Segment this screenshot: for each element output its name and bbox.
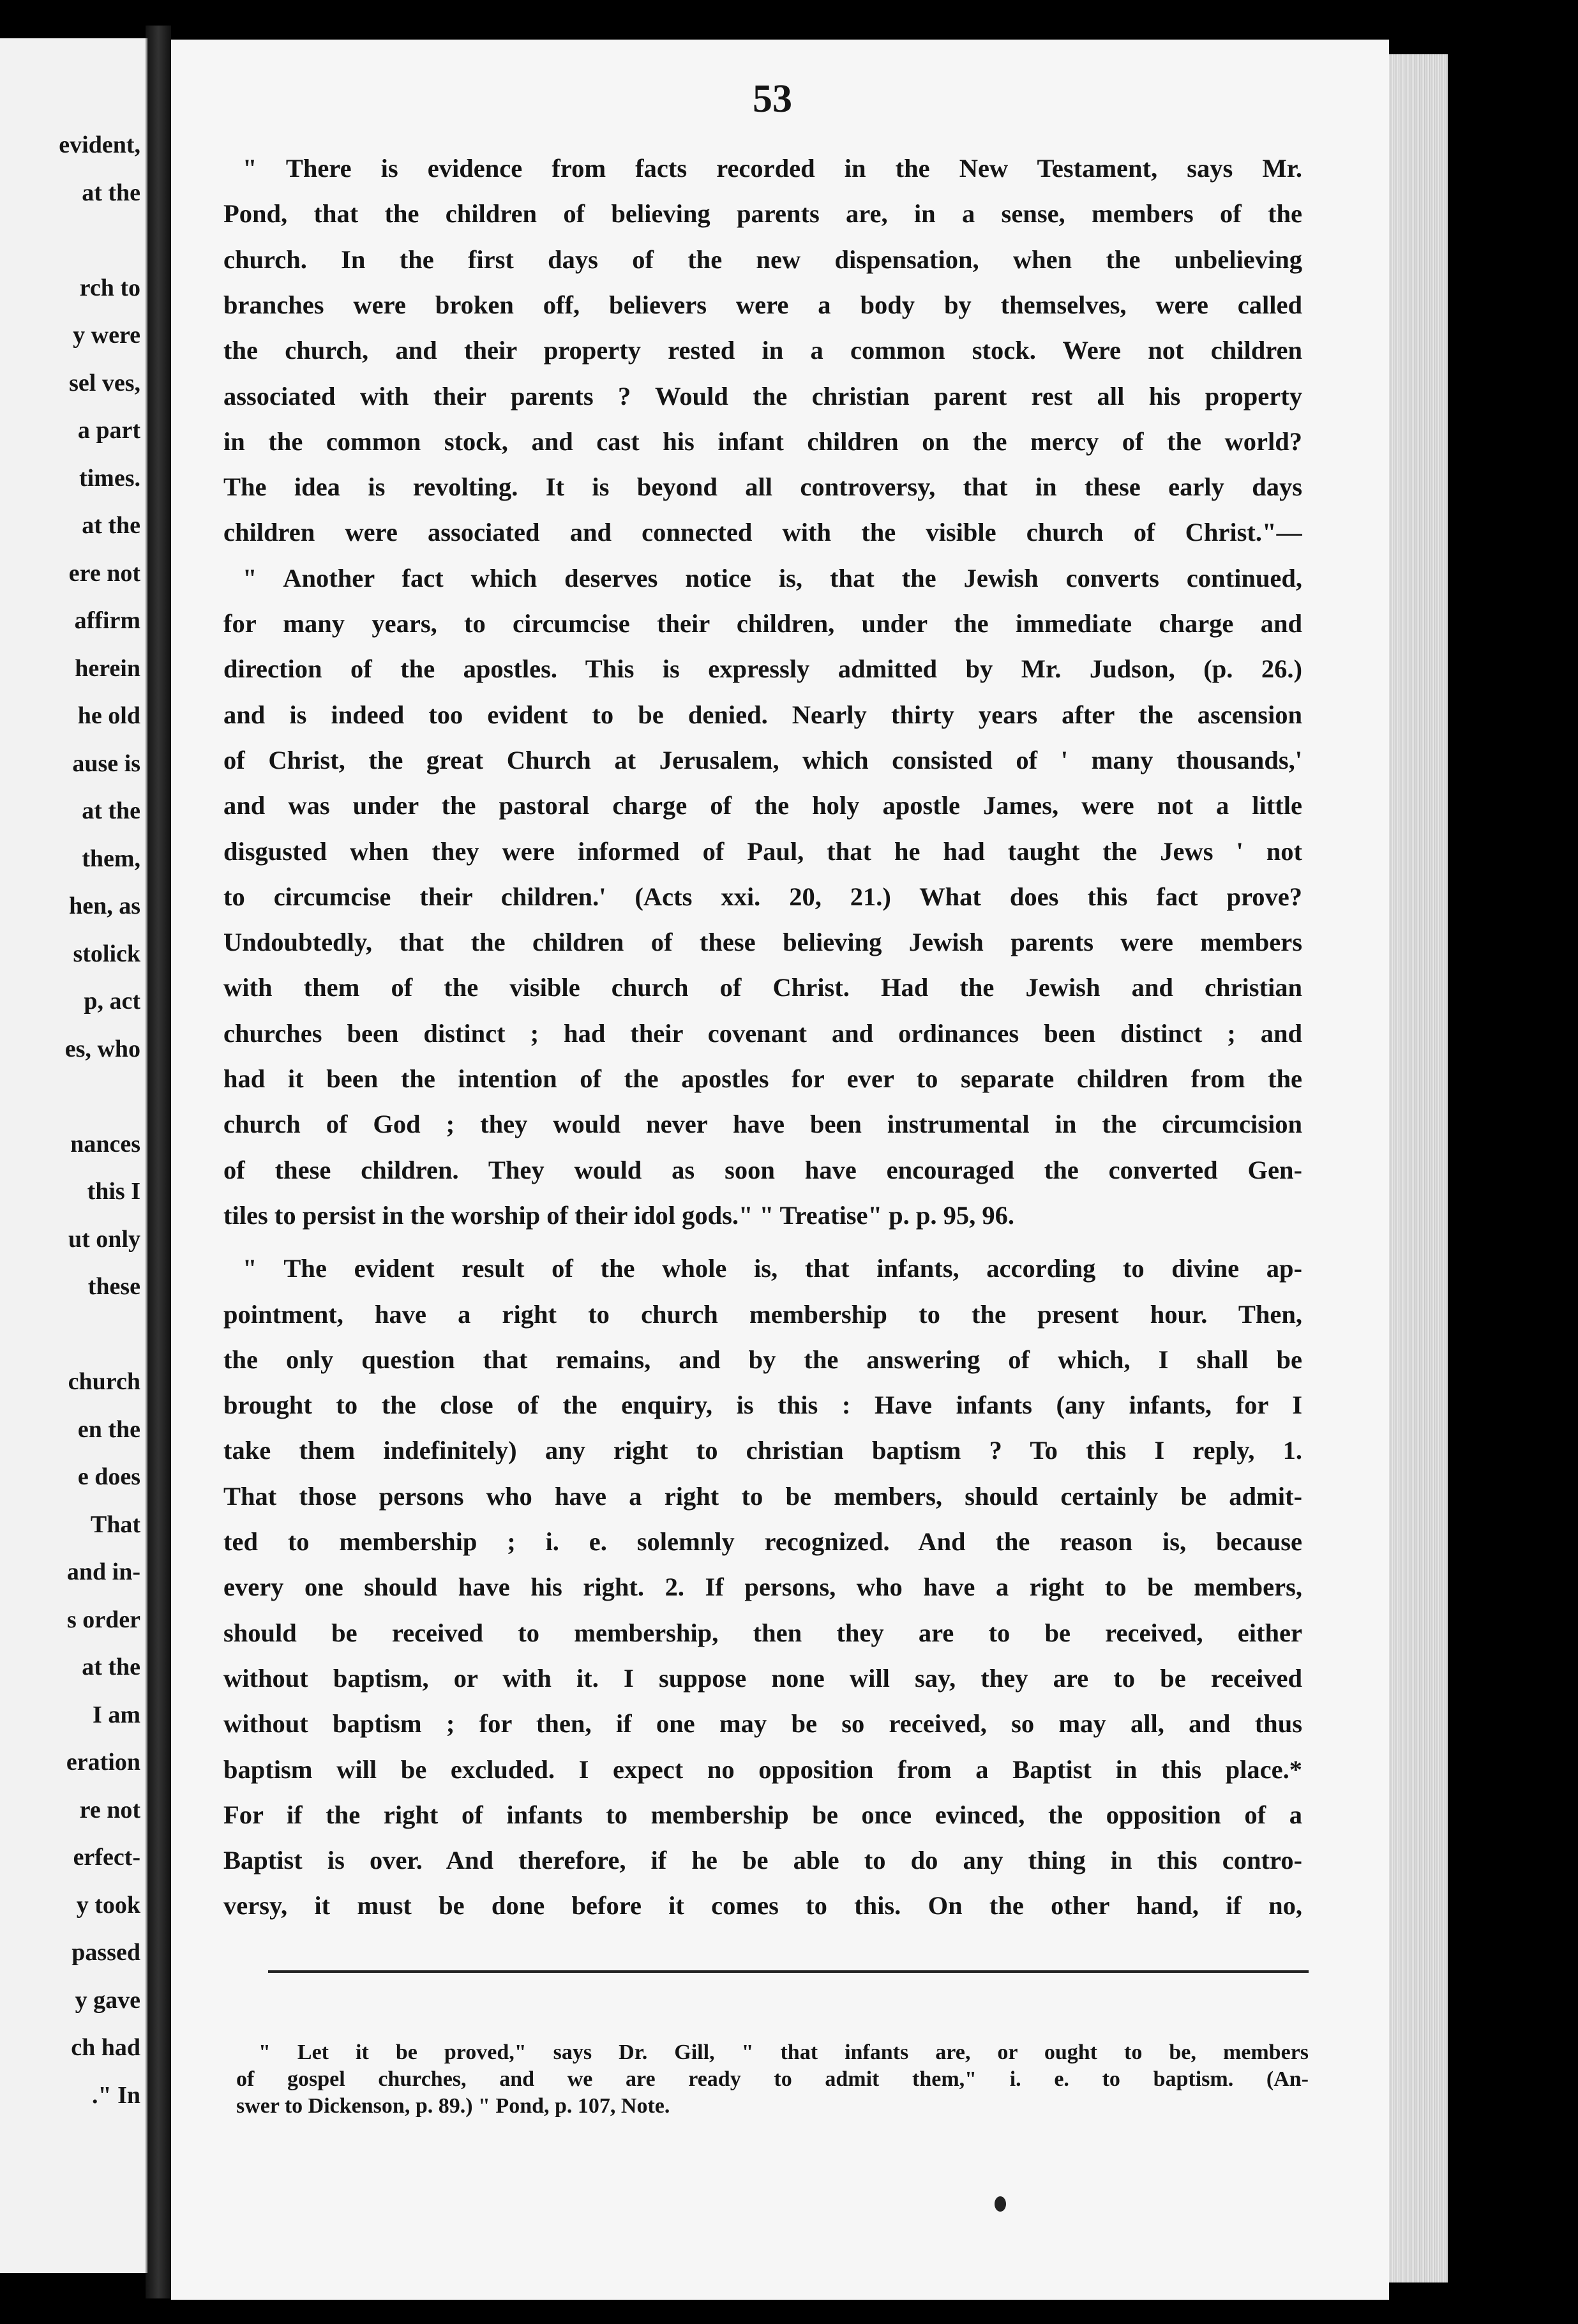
text-line: every one should have his right. 2. If persons, who have a right to be members, [223, 1573, 1302, 1602]
left-page-line: at the [82, 179, 140, 206]
left-page-line: hen, as [69, 893, 140, 919]
text-line: for many years, to circumcise their children, under the immediate charge and [223, 609, 1302, 638]
text-line: baptism will be excluded. I expect no opposition from a Baptist in this place.* [223, 1754, 1302, 1784]
left-page-line: times. [79, 464, 140, 492]
left-page-line: ch had [71, 2034, 140, 2061]
text-line: of these children. They would as soon have encouraged the converted Gen- [223, 1155, 1302, 1184]
left-page-line: That [90, 1511, 140, 1538]
text-line: and was under the pastoral charge of the holy apostle James, were not a little [223, 791, 1302, 820]
left-page-line: y took [76, 1891, 140, 1919]
text-line: branches were broken off, believers were a body by themselves, were called [223, 290, 1302, 319]
text-line: the church, and their property rested in a common stock. Were not children [223, 336, 1302, 365]
text-line: associated with their parents ? Would the christian parent rest all his property [223, 381, 1302, 411]
text-line: ted to membership ; i. e. solemnly recognized. And the reason is, because [223, 1527, 1302, 1556]
text-line: of Christ, the great Church at Jerusalem, which consisted of ' many thousands,' [223, 745, 1302, 774]
text-line: " The evident result of the whole is, that infants, according to divine ap- [243, 1254, 1302, 1283]
text-line: Pond, that the children of believing parents are, in a sense, members of the [223, 199, 1302, 229]
text-line: Baptist is over. And therefore, if he be able to do any thing in this contro- [223, 1846, 1302, 1875]
left-page-line: a part [77, 417, 140, 444]
left-page-line: re not [79, 1796, 140, 1823]
text-line: to circumcise their children.' (Acts xxi. 20, 21.) What does this fact prove? [223, 882, 1302, 911]
left-page-line: eration [66, 1749, 140, 1776]
left-page-line: erfect- [73, 1844, 140, 1871]
text-line: without baptism, or with it. I suppose none will say, they are to be received [223, 1663, 1302, 1693]
text-line: take them indefinitely) any right to christian baptism ? To this I reply, 1. [223, 1436, 1302, 1465]
left-page-line: ut only [68, 1225, 140, 1253]
text-line: For if the right of infants to membership be once evinced, the opposition of a [223, 1800, 1302, 1829]
text-line: children were associated and connected with the visible church of Christ."— [223, 518, 1302, 547]
left-page-line: herein [75, 654, 140, 682]
left-page-line: church [68, 1368, 140, 1395]
footnote-line: " Let it be proved," says Dr. Gill, " that infants are, or ought to be, members [259, 2041, 1309, 2064]
text-line: in the common stock, and cast his infant children on the mercy of the world? [223, 426, 1302, 456]
left-page-line: affirm [74, 607, 140, 634]
text-line: had it been the intention of the apostles for ever to separate children from the [223, 1064, 1302, 1093]
footnote-line: of gospel churches, and we are ready to admit them," i. e. to baptism. (An- [236, 2067, 1309, 2091]
left-page-line: he old [77, 702, 140, 729]
left-page-line: nances [70, 1130, 140, 1158]
page-number: 53 [753, 77, 792, 121]
text-line: the only question that remains, and by the answering of which, I shall be [223, 1345, 1302, 1374]
left-page-line: passed [71, 1939, 140, 1966]
left-page-line: I am [93, 1701, 140, 1728]
page-edges [1389, 54, 1448, 2282]
text-line: direction of the apostles. This is expressly admitted by Mr. Judson, (p. 26.) [223, 654, 1302, 684]
text-line: " Another fact which deserves notice is, that the Jewish converts continued, [243, 563, 1302, 592]
text-line: versy, it must be done before it comes to this. On the other hand, if no, [223, 1891, 1302, 1920]
footnote-line: swer to Dickenson, p. 89.) " Pond, p. 107, Note. [236, 2094, 670, 2118]
left-page-line: en the [77, 1415, 140, 1443]
text-line: church. In the first days of the new dispensation, when the unbelieving [223, 245, 1302, 274]
text-line: without baptism ; for then, if one may be so received, so may all, and thus [223, 1709, 1302, 1739]
left-page-line: stolick [73, 940, 140, 967]
left-page-line: ." In [91, 2081, 140, 2109]
left-page-line: at the [82, 797, 140, 824]
left-page-line: them, [82, 845, 140, 872]
book-gutter [146, 26, 171, 2298]
left-page-line: y gave [75, 1986, 140, 2014]
footnote-rule [268, 1970, 1309, 1973]
left-page-line: at the [82, 1654, 140, 1680]
text-line: churches been distinct ; had their covenant and ordinances been distinct ; and [223, 1018, 1302, 1048]
left-page-line: at the [82, 512, 140, 539]
text-line: disgusted when they were informed of Paul, that he had taught the Jews ' not [223, 836, 1302, 866]
text-line: with them of the visible church of Christ. Had the Jewish and christian [223, 973, 1302, 1002]
left-page-line: p, act [84, 988, 140, 1015]
text-line: should be received to membership, then they are to be received, either [223, 1618, 1302, 1647]
text-line: and is indeed too evident to be denied. Nearly thirty years after the ascension [223, 700, 1302, 729]
left-page-line: and in- [66, 1558, 140, 1585]
text-line: pointment, have a right to church membership to the present hour. Then, [223, 1299, 1302, 1329]
text-line: church of God ; they would never have been instrumental in the circumcision [223, 1110, 1302, 1139]
left-page-line: evident, [59, 132, 140, 158]
left-page-fragment [0, 38, 147, 2273]
left-page-line: sel ves, [69, 369, 140, 396]
ink-speck [995, 2196, 1006, 2212]
text-line: Undoubtedly, that the children of these believing Jewish parents were members [223, 928, 1302, 957]
left-page-line: s order [66, 1606, 140, 1633]
left-page-line: y were [73, 322, 140, 349]
left-page-line: e does [77, 1463, 140, 1490]
text-line: " There is evidence from facts recorded in the New Testament, says Mr. [243, 154, 1302, 183]
text-line: tiles to persist in the worship of their idol gods." " Treatise" p. p. 95, 96. [223, 1200, 1015, 1230]
text-line: The idea is revolting. It is beyond all controversy, that in these early days [223, 472, 1302, 502]
left-page-line: rch to [79, 274, 140, 301]
left-page-line: this I [87, 1178, 140, 1205]
left-page-line: es, who [64, 1035, 140, 1062]
text-line: That those persons who have a right to be members, should certainly be admit- [223, 1481, 1302, 1511]
left-page-line: ause is [72, 750, 140, 777]
left-page-line: ere not [68, 559, 140, 587]
text-line: brought to the close of the enquiry, is this : Have infants (any infants, for I [223, 1391, 1302, 1420]
left-page-line: these [87, 1273, 140, 1300]
